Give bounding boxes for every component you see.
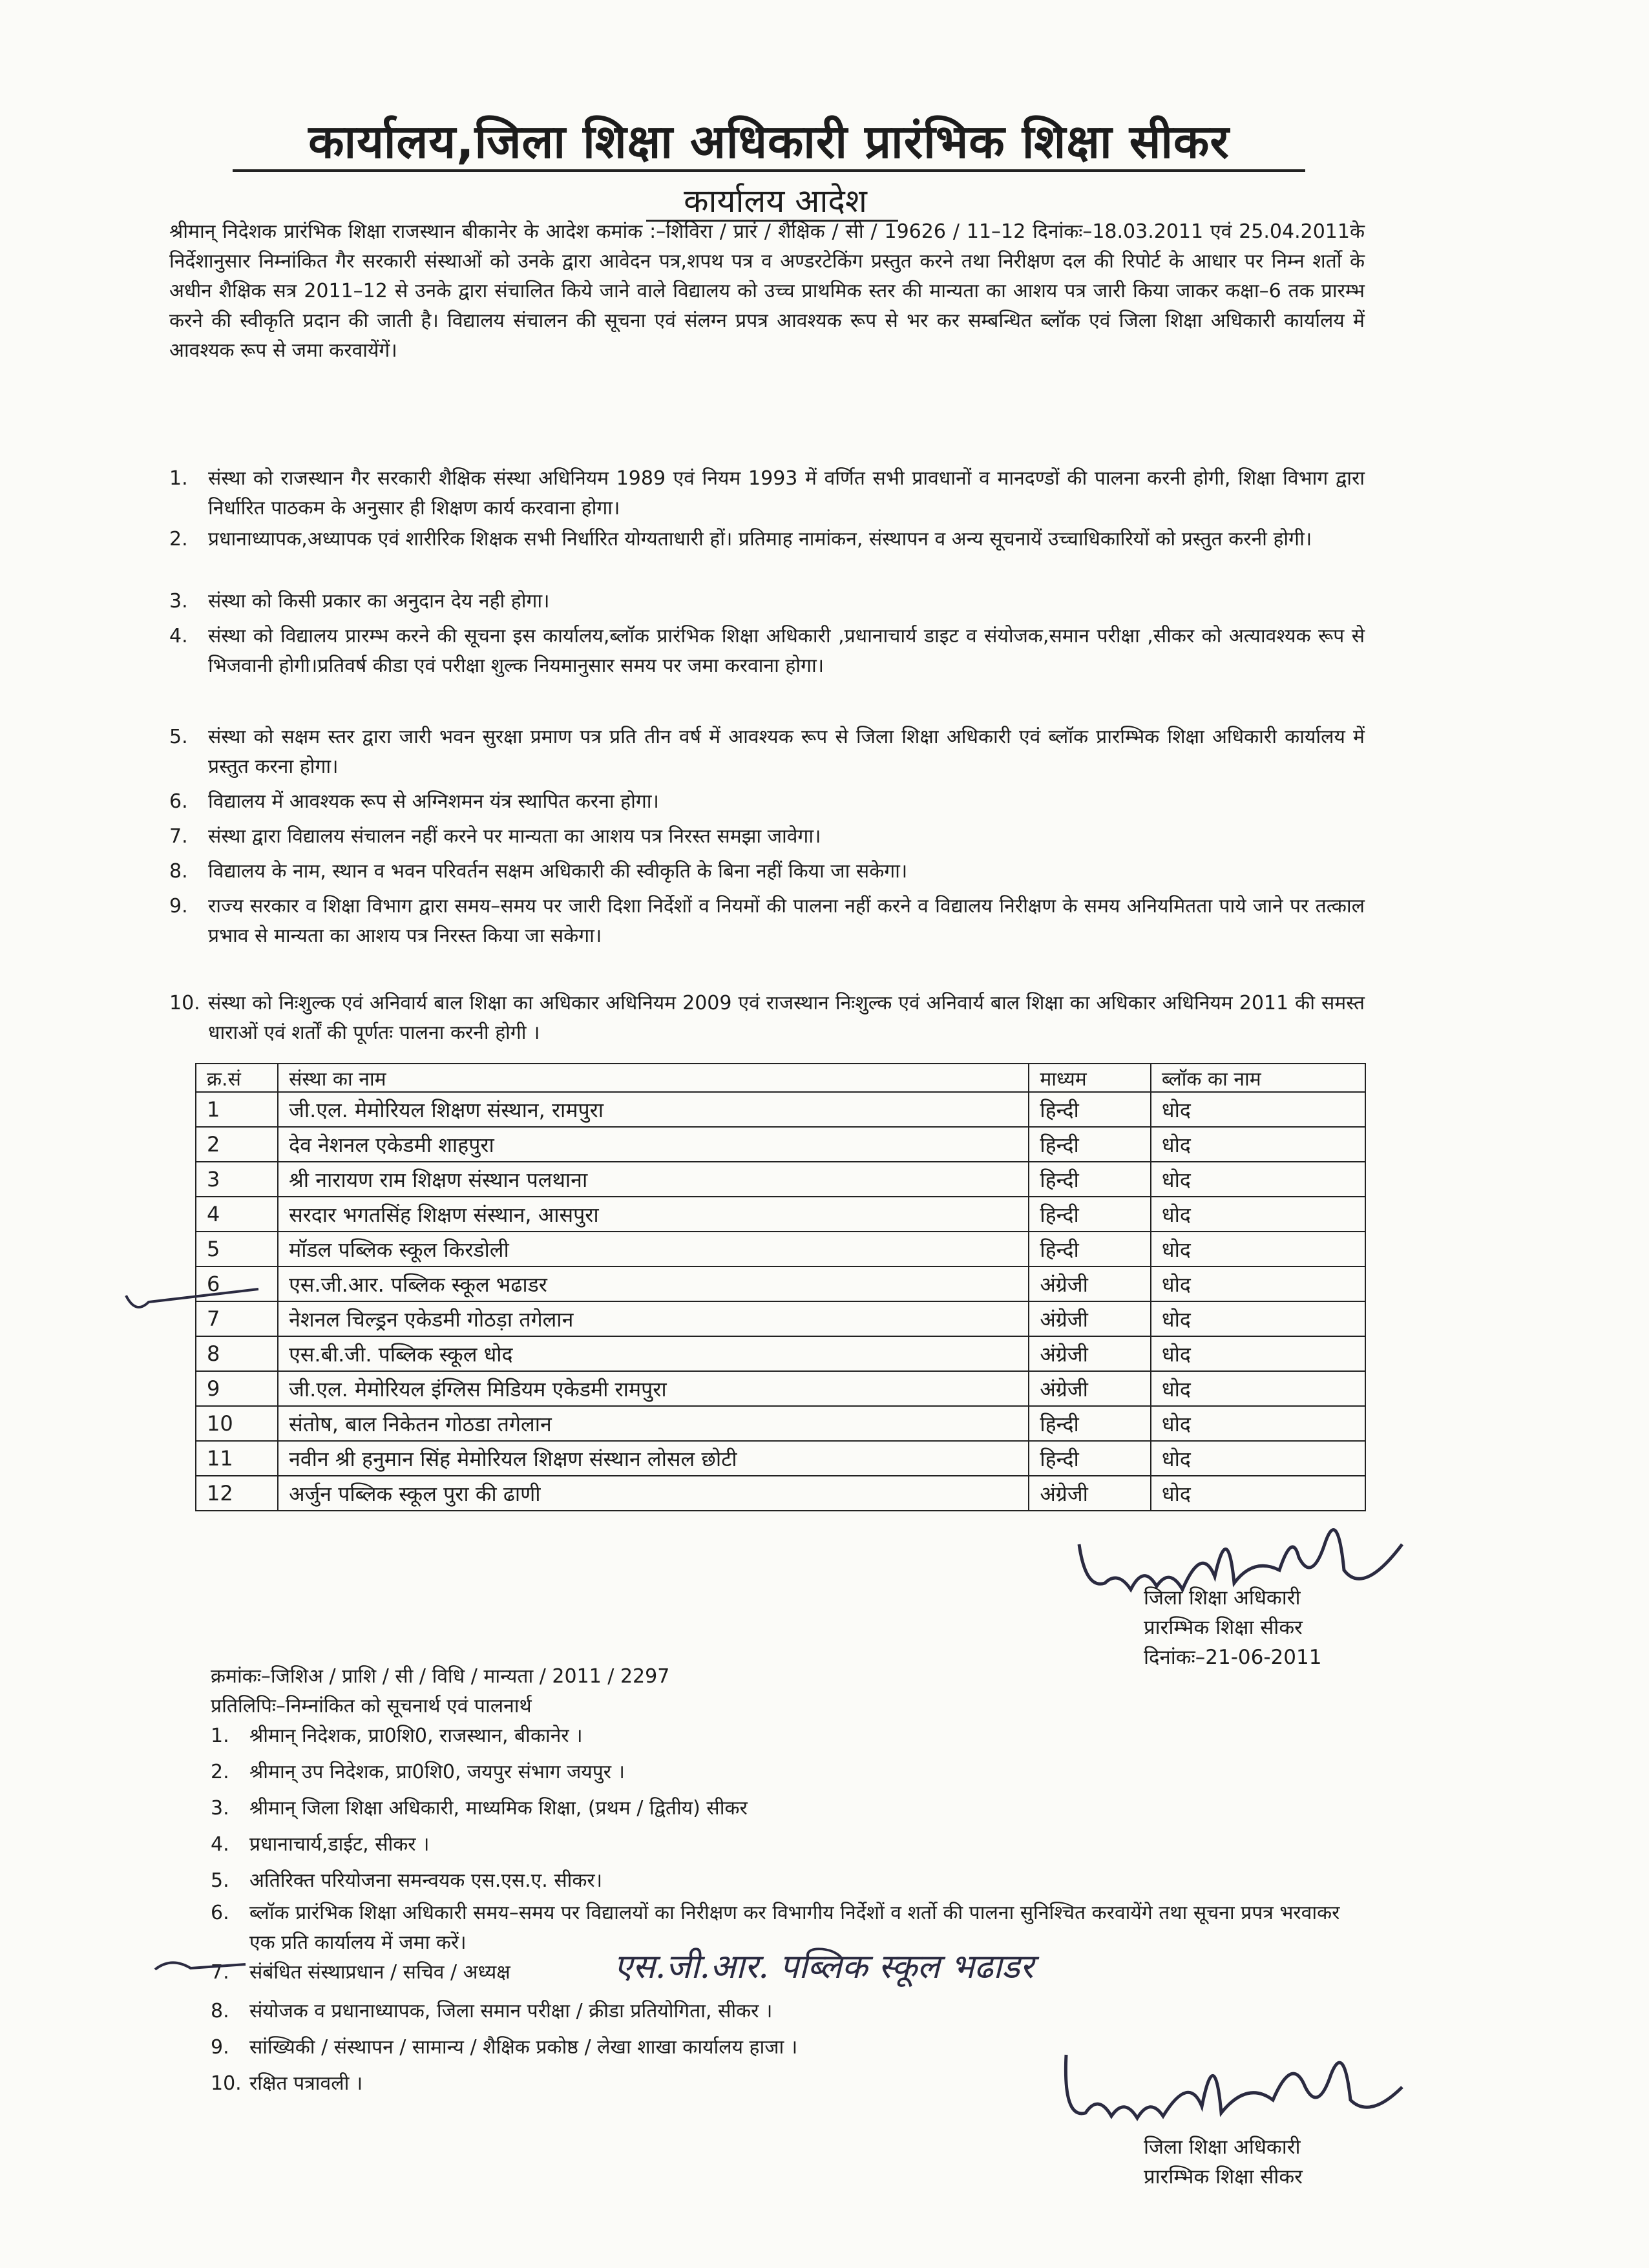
copy-item: 10. रक्षित पत्रावली । [211, 2072, 363, 2095]
table-header-row [196, 1064, 1365, 1092]
copy-item: 3. श्रीमान् जिला शिक्षा अधिकारी, माध्यमिक शिक्षा, (प्रथम / द्वितीय) सीकर [211, 1797, 748, 1820]
condition-item: 5. संस्था को सक्षम स्तर द्वारा जारी भवन सुरक्षा प्रमाण पत्र प्रति तीन वर्ष में आवश्यक रूप से जिला शिक्षा अधिकारी एवं ब्लॉक प्रारम्भिक शिक्षा अधिकारी कार्यालय में प्रस्तुत करना होगा। [169, 726, 1365, 778]
footer-signature-block [1144, 2132, 1303, 2192]
table-row: 5 मॉडल पब्लिक स्कूल किरडोली हिन्दी धोद [196, 1232, 1365, 1266]
header-block: ब्लॉक का नाम [1151, 1064, 1365, 1092]
footer-designation: जिला शिक्षा अधिकारी [1144, 2136, 1301, 2159]
handwritten-underline-icon [152, 1950, 249, 1982]
table-row: 10 संतोष, बाल निकेतन गोठडा तगेलान हिन्दी धोद [196, 1406, 1365, 1441]
copy-item: 8. संयोजक व प्रधानाध्यापक, जिला समान परीक्षा / क्रीडा प्रतियोगिता, सीकर । [211, 2000, 773, 2022]
copy-item: 2. श्रीमान् उप निदेशक, प्रा0शि0, जयपुर संभाग जयपुर । [211, 1761, 625, 1783]
table-row: 11 नवीन श्री हनुमान सिंह मेमोरियल शिक्षण संस्थान लोसल छोटी हिन्दी धोद [196, 1441, 1365, 1476]
reference-number: क्रमांकः–जिशिअ / प्राशि / सी / विधि / मान्यता / 2011 / 2297 [211, 1665, 670, 1688]
signature-office: प्रारम्भिक शिक्षा सीकर [1144, 1616, 1303, 1639]
condition-item: 4. संस्था को विद्यालय प्रारम्भ करने की सूचना इस कार्यालय,ब्लॉक प्रारंभिक शिक्षा अधिकारी ,प्रधानाचार्य डाइट व संयोजक,समान परीक्षा ,सीकर को अत्यावश्यक रूप से भिजवानी होगी।प्रतिवर्ष कीडा एवं परीक्षा शुल्क नियमानुसार समय पर जमा करवाना होगा। [169, 625, 1365, 677]
signature-mark-icon [1060, 2035, 1422, 2139]
condition-item: 8. विद्यालय के नाम, स्थान व भवन परिवर्तन सक्षम अधिकारी की स्वीकृति के बिना नहीं किया जा सकेगा। [169, 860, 908, 883]
copy-item: 1. श्रीमान् निदेशक, प्रा0शि0, राजस्थान, बीकानेर । [211, 1725, 583, 1747]
table-row: 1 जी.एल. मेमोरियल शिक्षण संस्थान, रामपुरा हिन्दी धोद [196, 1092, 1365, 1127]
signature-designation: जिला शिक्षा अधिकारी [1144, 1586, 1301, 1610]
condition-item: 6. विद्यालय में आवश्यक रूप से अग्निशमन यंत्र स्थापित करना होगा। [169, 790, 659, 813]
header-serial: क्र.सं [196, 1064, 278, 1092]
table-row: 2 देव नेशनल एकेडमी शाहपुरा हिन्दी धोद [196, 1127, 1365, 1162]
copy-item: 5. अतिरिक्त परियोजना समन्वयक एस.एस.ए. सीकर। [211, 1869, 603, 1892]
tick-mark-icon [123, 1283, 265, 1321]
intro-paragraph: श्रीमान् निदेशक प्रारंभिक शिक्षा राजस्थान बीकानेर के आदेश कमांक :–शिविरा / प्रारं / शैक्षिक / सी / 19626 / 11–12 दिनांकः–18.03.2011 एवं 25.04.2011के निर्देशानुसार निम्नांकित गैर सरकारी संस्थाओं को उनके द्वारा आवेदन पत्र,शपथ पत्र व अण्डरटेकिंग प्रस्तुत करने तथा निरीक्षण दल की रिपोर्ट के आधार पर निम्न शर्तो के अधीन शैक्षिक सत्र 2011–12 से उनके द्वारा संचालित किये जाने वाले विद्यालय को उच्च प्राथमिक स्तर की मान्यता का आशय पत्र जारी किया जाकर कक्षा–6 तक प्रारम्भ करने की स्वीकृति प्रदान की जाती है। विद्यालय संचालन की सूचना एवं संलग्न प्रपत्र आवश्यक रूप से भर कर सम्बन्धित ब्लॉक एवं जिला शिक्षा अधिकारी कार्यालय में आवश्यक रूप से जमा करवायेंगें। [169, 220, 1365, 362]
table-row: 4 सरदार भगतसिंह शिक्षण संस्थान, आसपुरा हिन्दी धोद [196, 1197, 1365, 1232]
table-row: 8 एस.बी.जी. पब्लिक स्कूल धोद अंग्रेजी धोद [196, 1336, 1365, 1371]
condition-item: 3. संस्था को किसी प्रकार का अनुदान देय नही होगा। [169, 590, 550, 613]
institutions-table [195, 1063, 1366, 1511]
copy-heading: प्रतिलिपिः–निम्नांकित को सूचनार्थ एवं पालनार्थ [211, 1695, 532, 1717]
signature-date: दिनांकः–21-06-2011 [1144, 1646, 1322, 1669]
copy-item: 6. ब्लॉक प्रारंभिक शिक्षा अधिकारी समय–समय पर विद्यालयों का निरीक्षण कर विभागीय निर्देशों व शर्तो की पालना सुनिश्चित करवायेंगे तथा सूचना प्रपत्र भरवाकर एक प्रति कार्यालय में जमा करें। [211, 1902, 1340, 1954]
table-row: 6 एस.जी.आर. पब्लिक स्कूल भढाडर अंग्रेजी धोद [196, 1266, 1365, 1301]
copy-item: 9. सांख्यिकी / संस्थापन / सामान्य / शैक्षिक प्रकोष्ठ / लेखा शाखा कार्यालय हाजा । [211, 2036, 798, 2059]
signature-block [1144, 1583, 1321, 1672]
handwritten-addressee: एस.जी.आर. पब्लिक स्कूल भढाडर [614, 1948, 1034, 1986]
table-row: 7 नेशनल चिल्ड्रन एकेडमी गोठड़ा तगेलान अंग्रेजी धोद [196, 1301, 1365, 1336]
table-row: 12 अर्जुन पब्लिक स्कूल पुरा की ढाणी अंग्रेजी धोद [196, 1476, 1365, 1511]
condition-item: 10. संस्था को निःशुल्क एवं अनिवार्य बाल शिक्षा का अधिकार अधिनियम 2009 एवं राजस्थान निःशुल्क एवं अनिवार्य बाल शिक्षा का अधिकार अधिनियम 2011 की समस्त धाराओं एवं शर्तों की पूर्णतः पालना करनी होगी । [169, 992, 1365, 1044]
condition-item: 2. प्रधानाध्यापक,अध्यापक एवं शारीरिक शिक्षक सभी निर्धारित योग्यताधारी हों। प्रतिमाह नामांकन, संस्थापन व अन्य सूचनायें उच्चाधिकारियों को प्रस्तुत करनी होगी। [169, 528, 1312, 551]
order-title: कार्यालय आदेश [684, 182, 867, 220]
header-institution: संस्था का नाम [278, 1064, 1029, 1092]
header-medium: माध्यम [1029, 1064, 1151, 1092]
condition-item: 7. संस्था द्वारा विद्यालय संचालन नहीं करने पर मान्यता का आशय पत्र निरस्त समझा जावेगा। [169, 825, 821, 848]
copy-item: 7. संबंधित संस्थाप्रधान / सचिव / अध्यक्ष [211, 1961, 510, 1984]
condition-item: 9. राज्य सरकार व शिक्षा विभाग द्वारा समय–समय पर जारी दिशा निर्देशों व नियमों की पालना नहीं करने व विद्यालय निरीक्षण के समय अनियमितता पाये जाने पर तत्काल प्रभाव से मान्यता का आशय पत्र निरस्त किया जा सकेगा। [169, 895, 1365, 947]
office-title: कार्यालय,जिला शिक्षा अधिकारी प्रारंभिक शिक्षा सीकर [308, 114, 1230, 169]
table-row: 9 जी.एल. मेमोरियल इंग्लिस मिडियम एकेडमी रामपुरा अंग्रेजी धोद [196, 1371, 1365, 1406]
copy-item: 4. प्रधानाचार्य,डाईट, सीकर । [211, 1833, 430, 1856]
condition-item: 1. संस्था को राजस्थान गैर सरकारी शैक्षिक संस्था अधिनियम 1989 एवं नियम 1993 में वर्णित सभी प्रावधानों व मानदण्डों की पालना करनी होगी, शिक्षा विभाग द्वारा निर्धारित पाठकम के अनुसार ही शिक्षण कार्य करवाना होगा। [169, 467, 1365, 520]
table-row: 3 श्री नारायण राम शिक्षण संस्थान पलथाना हिन्दी धोद [196, 1162, 1365, 1197]
title-underline [233, 169, 1305, 172]
footer-office: प्रारम्भिक शिक्षा सीकर [1144, 2165, 1303, 2189]
